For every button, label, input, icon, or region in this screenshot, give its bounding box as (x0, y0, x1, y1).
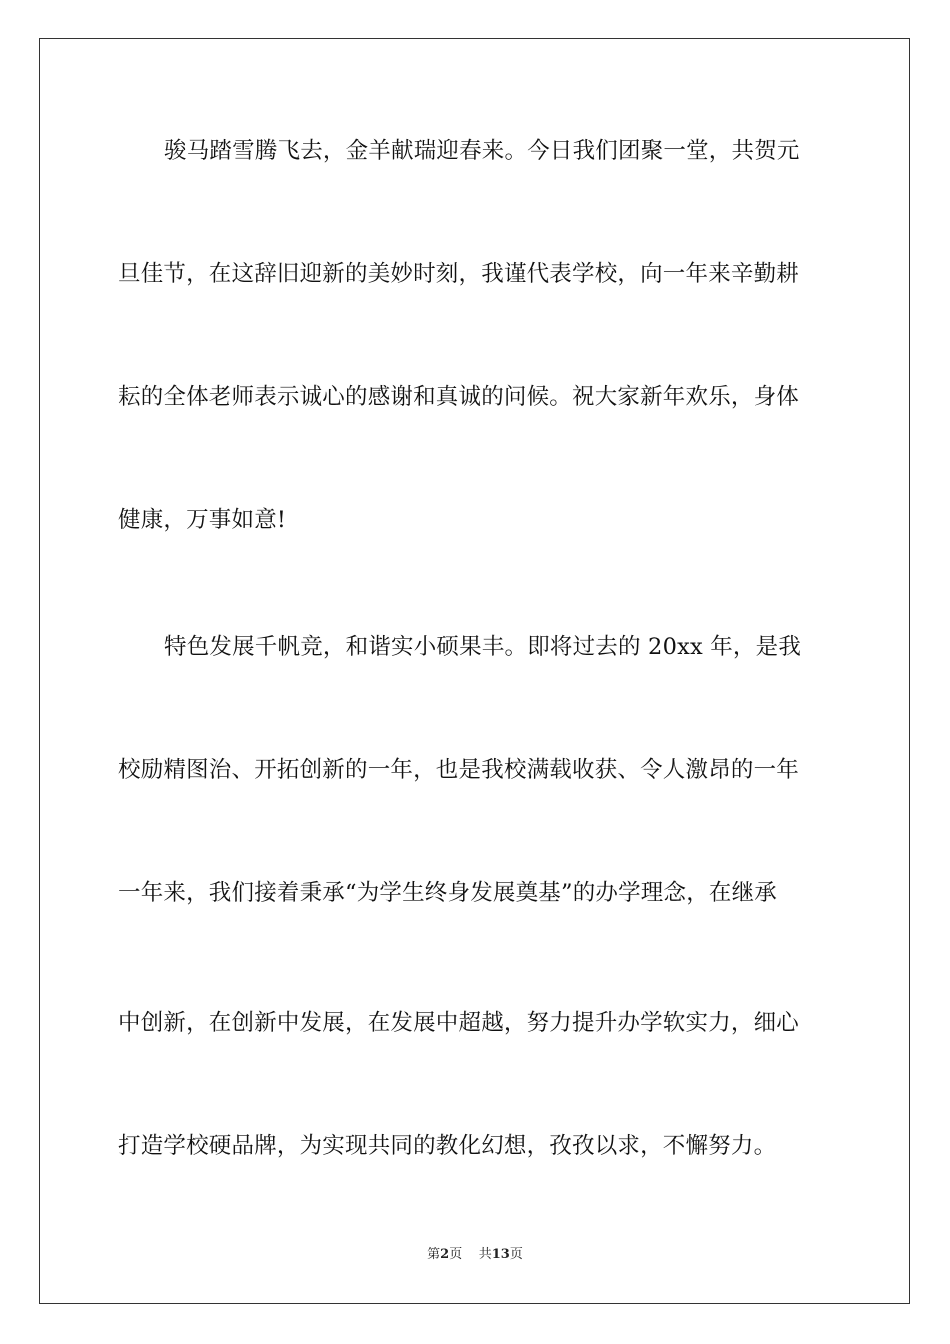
paragraph-2-line-5: 打造学校硬品牌，为实现共同的教化幻想，孜孜以求，不懈努力。 (118, 1133, 777, 1159)
footer-page-number: 2 (440, 1247, 450, 1262)
paragraph-1-line-2: 旦佳节，在这辞旧迎新的美妙时刻，我谨代表学校，向一年来辛勤耕 (118, 261, 800, 287)
footer-page-suffix: 页 (449, 1247, 463, 1262)
paragraph-2-line-4: 中创新，在创新中发展，在发展中超越，努力提升办学软实力，细心 (118, 1010, 800, 1036)
footer-total-prefix: 共 (478, 1247, 492, 1262)
footer-total-suffix: 页 (509, 1247, 523, 1262)
page-frame (39, 38, 910, 1304)
paragraph-2-line-3: 一年来，我们接着秉承“为学生终身发展奠基”的办学理念，在继承 (118, 880, 778, 906)
paragraph-1-line-4: 健康，万事如意! (118, 507, 287, 533)
paragraph-1-line-1: 骏马踏雪腾飞去，金羊献瑞迎春来。今日我们团聚一堂，共贺元 (164, 138, 800, 164)
footer-total-pages: 13 (491, 1247, 510, 1262)
footer-page-prefix: 第 (427, 1247, 441, 1262)
paragraph-1-line-3: 耘的全体老师表示诚心的感谢和真诚的问候。祝大家新年欢乐，身体 (118, 384, 800, 410)
page-footer (0, 1246, 950, 1264)
paragraph-2-line-1: 特色发展千帆竞，和谐实小硕果丰。即将过去的 20xx 年，是我 (164, 634, 802, 660)
paragraph-2-line-2: 校励精图治、开拓创新的一年，也是我校满载收获、令人激昂的一年 (118, 757, 800, 783)
